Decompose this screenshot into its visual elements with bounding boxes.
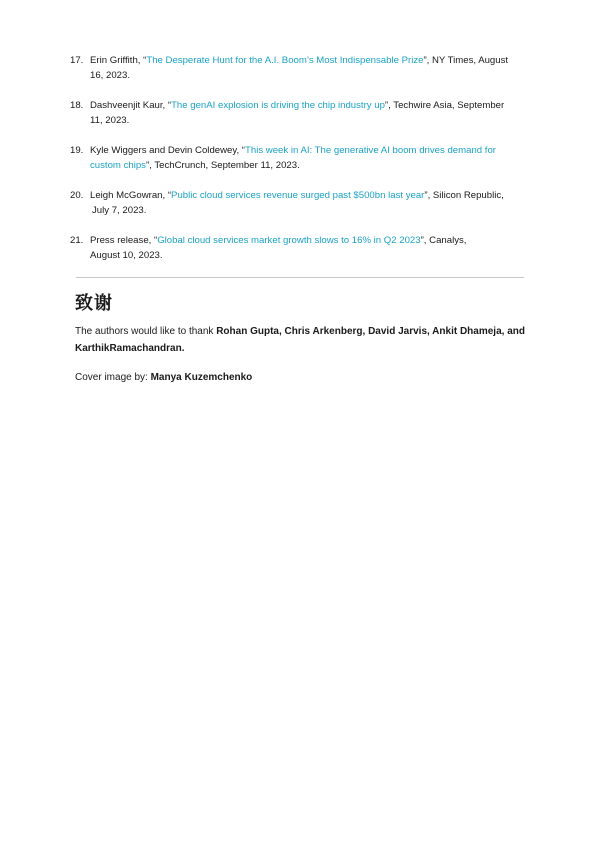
endnote-date: August 10, 2023. [90,250,163,261]
endnote-number: 20. [70,190,84,201]
endnote-date: 16, 2023. [90,70,131,81]
endnote-link-continued[interactable]: custom chips [90,160,146,171]
endnote-link[interactable]: Global cloud services market growth slows to 16% in Q2 2023 [157,235,421,246]
endnote-link[interactable]: The Desperate Hunt for the A.I. Boom’s Most Indispensable Prize [146,55,424,66]
endnote-date: 11, 2023. [90,115,130,126]
endnote-source: ”, Techwire Asia, September [384,100,505,111]
acknowledgements-text [75,323,530,357]
endnote-source: ”, NY Times, August [423,55,509,66]
acknowledgements-title: 致谢 [75,293,113,314]
endnote-number: 17. [70,55,84,66]
section-divider [76,277,524,278]
endnote-link[interactable]: Public cloud services revenue surged past $500bn last year [171,190,425,201]
cover-credit-name: Manya Kuzemchenko [150,372,253,383]
endnote-source: ”, Silicon Republic, [424,190,504,201]
cover-credit-label: Cover image by: [75,372,151,383]
endnote-source: ”, TechCrunch, September 11, 2023. [145,160,300,171]
endnote-author: Leigh McGowran, “ [90,190,172,201]
endnote-18 [70,98,520,128]
cover-credit [75,370,252,386]
endnote-21 [70,233,520,263]
endnote-number: 18. [70,100,84,111]
endnote-number: 19. [70,145,84,156]
endnote-link[interactable]: The genAI explosion is driving the chip industry up [171,100,385,111]
endnote-17 [70,53,520,83]
endnote-author: Dashveenjit Kaur, “ [90,100,172,111]
endnote-link[interactable]: This week in AI: The generative AI boom drives demand for [245,145,496,156]
endnote-author: Kyle Wiggers and Devin Coldewey, “ [90,145,245,156]
endnote-author: Erin Griffith, “ [90,55,147,66]
acknowledgements-intro: The authors would like to thank [75,326,217,337]
endnote-number: 21. [70,235,84,246]
endnote-source: ”, Canalys, [420,235,467,246]
endnote-20 [70,188,520,218]
acknowledgements-names: Rohan Gupta, Chris Arkenberg, David Jarvis, Ankit Dhameja, and KarthikRamachandran. [75,326,525,354]
endnote-date: July 7, 2023. [92,205,147,216]
endnote-19 [70,143,520,173]
endnote-author: Press release, “ [90,235,158,246]
endnotes-list [70,53,520,278]
